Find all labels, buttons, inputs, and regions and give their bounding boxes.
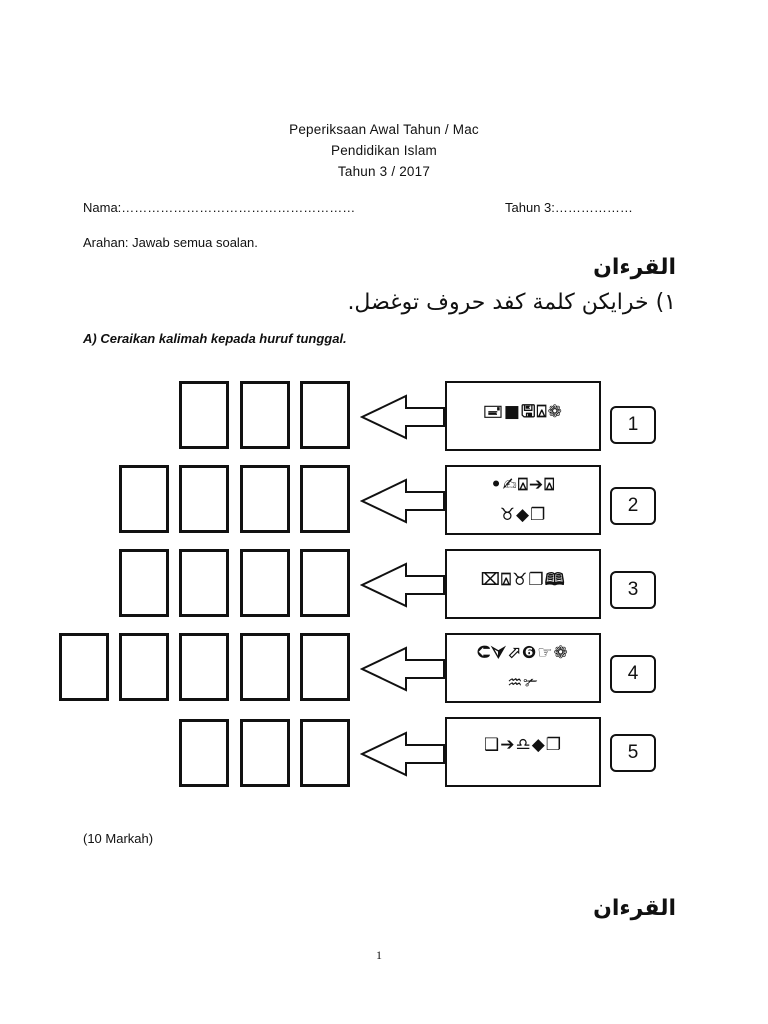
answer-box[interactable]: [240, 633, 290, 701]
answer-box[interactable]: [179, 381, 229, 449]
answer-box[interactable]: [240, 549, 290, 617]
left-arrow-icon: [360, 646, 446, 692]
left-arrow-icon: [360, 562, 446, 608]
marks-label: (10 Markah): [83, 831, 154, 846]
instruction-text: Arahan: Jawab semua soalan.: [83, 235, 258, 250]
left-arrow-icon: [360, 478, 446, 524]
wingdings-clue: [445, 549, 601, 619]
answer-box[interactable]: [119, 465, 169, 533]
clue-glyphs: ♉◆❐: [499, 505, 547, 525]
answer-box[interactable]: [179, 633, 229, 701]
class-field[interactable]: Tahun 3:………………: [505, 200, 633, 215]
clue-glyphs: •✍⍓➔⍓: [490, 475, 556, 495]
answer-box[interactable]: [300, 633, 350, 701]
answer-box[interactable]: [179, 549, 229, 617]
answer-box[interactable]: [179, 465, 229, 533]
name-field[interactable]: Nama:………………………………………………: [83, 200, 356, 215]
item-number: 5: [610, 734, 656, 772]
item-number: 4: [610, 655, 656, 693]
question-subtitle: A) Ceraikan kalimah kepada huruf tunggal.: [83, 331, 347, 346]
year-title: Tahun 3 / 2017: [337, 164, 431, 179]
answer-box[interactable]: [300, 381, 350, 449]
wingdings-clue: [445, 633, 601, 703]
subject-title: Pendidikan Islam: [330, 143, 437, 158]
item-number: 2: [610, 487, 656, 525]
item-number: 3: [610, 571, 656, 609]
clue-glyphs: ❑➔♎◆❐: [483, 735, 563, 755]
clue-glyphs: 🖃■🖫⍓❁: [483, 402, 563, 422]
question-1-text: ١) خرايكن كلمة كفد حروف توغضل.: [347, 290, 676, 315]
left-arrow-icon: [360, 731, 446, 777]
answer-box[interactable]: [59, 633, 109, 701]
clue-glyphs: ⮈⮛⬀❻☞❁: [477, 643, 569, 663]
answer-box[interactable]: [300, 465, 350, 533]
answer-box[interactable]: [179, 719, 229, 787]
clue-glyphs: ♒✃: [507, 673, 539, 693]
wingdings-clue: [445, 381, 601, 451]
answer-box[interactable]: [119, 549, 169, 617]
answer-box[interactable]: [240, 381, 290, 449]
left-arrow-icon: [360, 394, 446, 440]
section-title: القرءان: [593, 255, 676, 280]
clue-glyphs: ⌧⍓♉❐🕮: [480, 570, 566, 590]
wingdings-clue: [445, 717, 601, 787]
item-number: 1: [610, 406, 656, 444]
next-section-title: القرءان: [593, 896, 676, 921]
answer-box[interactable]: [240, 465, 290, 533]
wingdings-clue: [445, 465, 601, 535]
exam-title: Peperiksaan Awal Tahun / Mac: [289, 122, 479, 137]
answer-box[interactable]: [300, 719, 350, 787]
page-number: 1: [376, 948, 382, 962]
answer-box[interactable]: [119, 633, 169, 701]
answer-box[interactable]: [240, 719, 290, 787]
answer-box[interactable]: [300, 549, 350, 617]
